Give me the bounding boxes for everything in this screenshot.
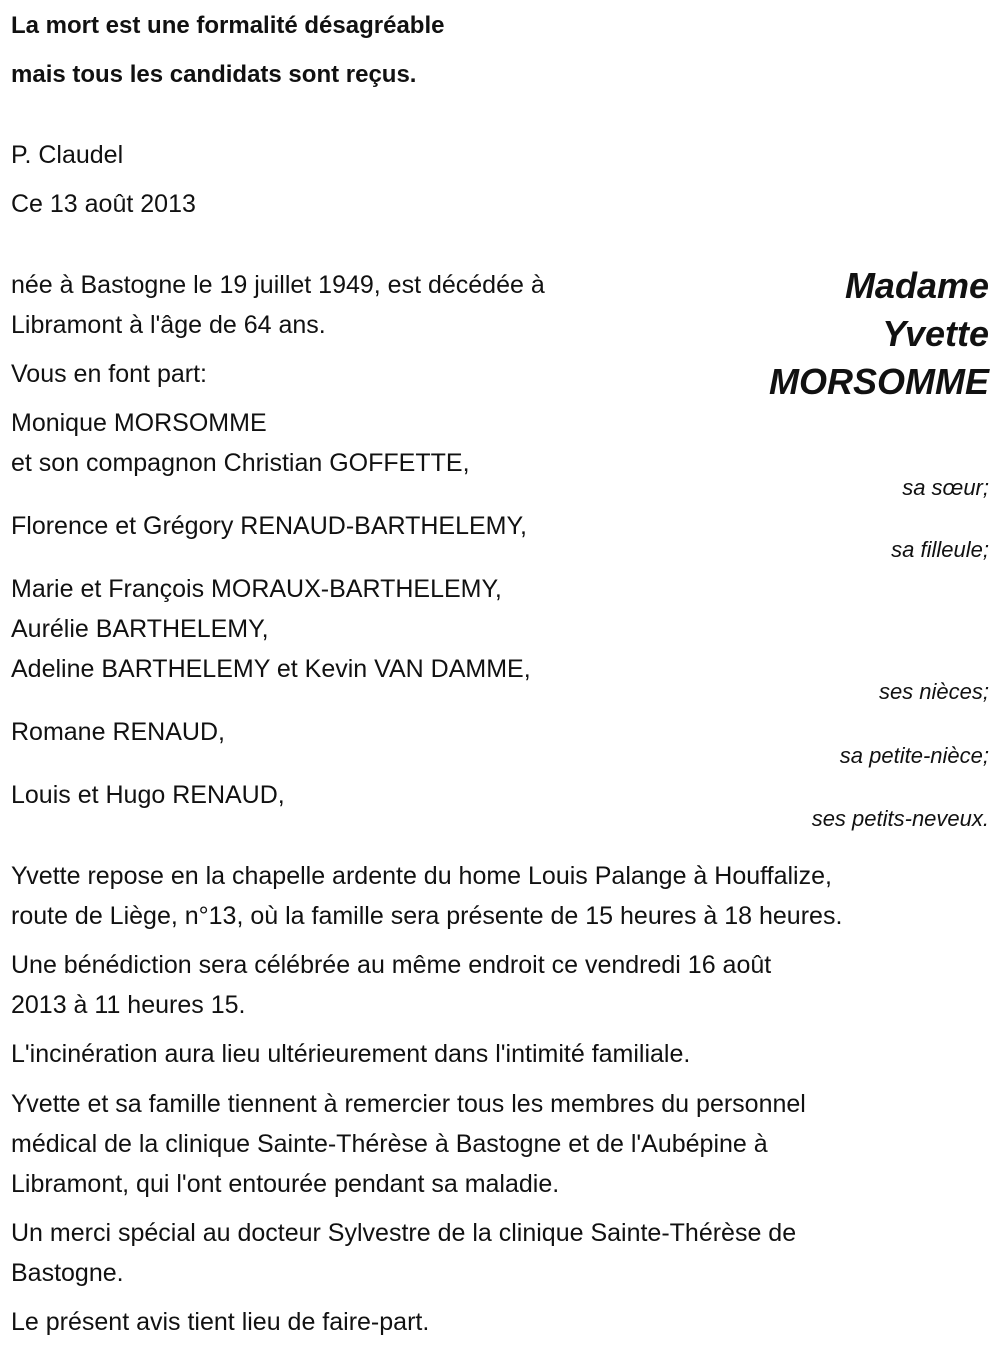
- deceased-first-name: Yvette: [882, 313, 989, 354]
- intro-line: Vous en font part:: [11, 360, 207, 388]
- family-name: Romane RENAUD,: [11, 718, 225, 746]
- family-relation: sa petite-nièce;: [839, 743, 989, 768]
- body-line: Une bénédiction sera célébrée au même endroit ce vendredi 16 août: [11, 951, 772, 979]
- family-name: Marie et François MORAUX-BARTHELEMY,: [11, 575, 502, 603]
- family-relation: sa filleule;: [891, 537, 989, 562]
- quote-line: mais tous les candidats sont reçus.: [11, 61, 417, 88]
- intro-line: née à Bastogne le 19 juillet 1949, est décédée à: [11, 271, 545, 299]
- family-name: Aurélie BARTHELEMY,: [11, 615, 269, 643]
- deceased-last-name: MORSOMME: [769, 361, 989, 402]
- body-line: 2013 à 11 heures 15.: [11, 991, 246, 1019]
- family-name: Florence et Grégory RENAUD-BARTHELEMY,: [11, 512, 527, 540]
- quote-author: P. Claudel: [11, 141, 124, 169]
- family-name: Louis et Hugo RENAUD,: [11, 781, 285, 809]
- family-relation: ses nièces;: [878, 679, 989, 704]
- quote-line: La mort est une formalité désagréable: [11, 12, 445, 39]
- body-line: Bastogne.: [11, 1259, 124, 1287]
- date: Ce 13 août 2013: [11, 190, 196, 218]
- intro-line: Libramont à l'âge de 64 ans.: [11, 311, 326, 339]
- body-line: Un merci spécial au docteur Sylvestre de la clinique Sainte-Thérèse de: [11, 1219, 797, 1247]
- body-line: Yvette et sa famille tiennent à remercier tous les membres du personnel: [11, 1090, 806, 1118]
- body-line: route de Liège, n°13, où la famille sera présente de 15 heures à 18 heures.: [11, 902, 843, 930]
- body-line: Libramont, qui l'ont entourée pendant sa maladie.: [11, 1170, 560, 1198]
- body-line: médical de la clinique Sainte-Thérèse à Bastogne et de l'Aubépine à: [11, 1130, 768, 1158]
- deceased-title: Madame: [844, 265, 989, 306]
- family-relation: ses petits-neveux.: [811, 806, 989, 831]
- family-name: Adeline BARTHELEMY et Kevin VAN DAMME,: [11, 655, 531, 683]
- body-line: Yvette repose en la chapelle ardente du home Louis Palange à Houffalize,: [11, 862, 832, 890]
- body-line: L'incinération aura lieu ultérieurement dans l'intimité familiale.: [11, 1040, 691, 1068]
- family-name: et son compagnon Christian GOFFETTE,: [11, 449, 470, 477]
- body-line: Le présent avis tient lieu de faire-part.: [11, 1308, 430, 1336]
- family-relation: sa sœur;: [902, 475, 989, 500]
- family-name: Monique MORSOMME: [11, 409, 267, 437]
